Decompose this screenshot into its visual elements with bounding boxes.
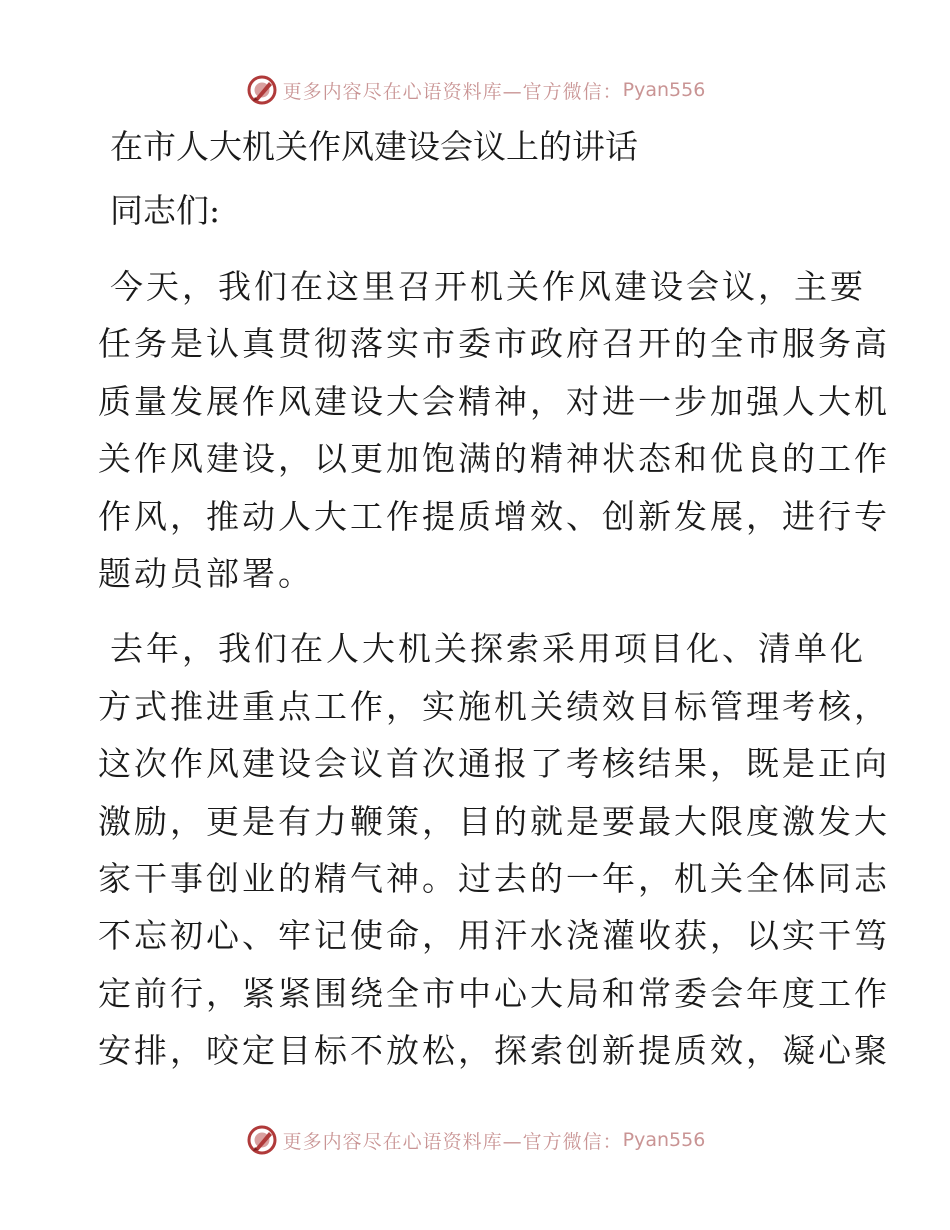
paragraph-line: 质量发展作风建设大会精神，对进一步加强人大机 <box>98 381 890 421</box>
document-title: 在市人大机关作风建设会议上的讲话 <box>110 127 638 166</box>
paragraph-line: 关作风建设，以更加饱满的精神状态和优良的工作 <box>98 439 890 479</box>
paragraph-line: 今天，我们在这里召开机关作风建设会议，主要 <box>110 267 866 306</box>
paragraph-line: 任务是认真贯彻落实市委市政府召开的全市服务高 <box>98 324 890 364</box>
paragraph-line: 作风，推动人大工作提质增效、创新发展，进行专 <box>98 496 890 536</box>
document-body <box>98 122 890 1079</box>
watermark-text: 更多内容尽在心语资料库—官方微信： <box>282 80 623 103</box>
paragraph-line: 家干事创业的精气神。过去的一年，机关全体同志 <box>98 858 890 898</box>
paragraph-line: 定前行，紧紧围绕全市中心大局和常委会年度工作 <box>98 973 890 1013</box>
paragraph-line: 这次作风建设会议首次通报了考核结果，既是正向 <box>98 744 890 784</box>
watermark-wechat-id: Pyan556 <box>622 79 706 101</box>
paragraph-2 <box>98 620 890 1079</box>
paragraph-line: 激励，更是有力鞭策，目的就是要最大限度激发大 <box>98 801 890 841</box>
paragraph-line: 不忘初心、牢记使命，用汗水浇灌收获，以实干笃 <box>98 916 890 956</box>
watermark-header <box>0 70 950 110</box>
watermark-text: 更多内容尽在心语资料库—官方微信： <box>282 1130 623 1153</box>
paragraph-line: 安排，咬定目标不放松，探索创新提质效，凝心聚 <box>98 1031 890 1071</box>
paragraph-line: 方式推进重点工作，实施机关绩效目标管理考核， <box>98 686 890 726</box>
paragraph-line: 去年，我们在人大机关探索采用项目化、清单化 <box>110 629 866 669</box>
watermark-wechat-id: Pyan556 <box>622 1129 706 1151</box>
watermark-footer <box>0 1120 950 1160</box>
paragraph-1 <box>98 258 890 602</box>
greeting: 同志们: <box>110 191 221 230</box>
pen-nib-logo-icon <box>245 1123 279 1157</box>
pen-nib-logo-icon <box>245 73 279 107</box>
paragraph-line: 题动员部署。 <box>98 553 314 593</box>
